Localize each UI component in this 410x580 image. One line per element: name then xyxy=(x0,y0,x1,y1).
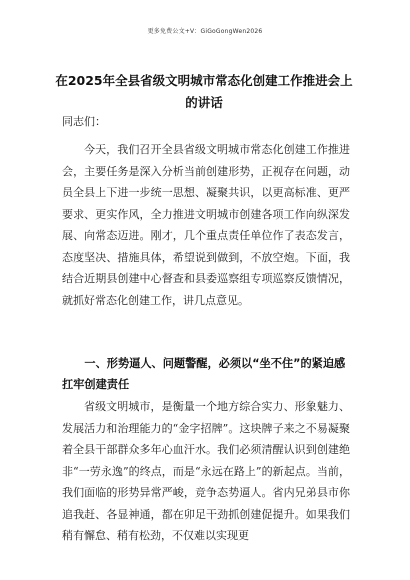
header-note: 更多免费公文+V：GiGoGongWen2026 xyxy=(147,28,263,35)
salutation: 同志们： xyxy=(62,115,106,128)
section-heading: 一、形势逼人、问题警醒，必须以“坐不住”的紧迫感扛牢创建责任 xyxy=(62,357,346,391)
section-paragraph: 省级文明城市，是衡量一个地方综合实力、形象魅力、发展活力和治理能力的“金字招牌”。这块牌子来之不易凝聚着全县干部群众多年心血汗水。我们必须清醒认识到创建绝非“一劳永逸”的终点，而是“永远在路上”的新起点。当前，我们面临的形势异常严峻，竞争态势逼人。省内兄弟县市你追我赶、各显神通，都在卯足干劲抓创建促提升。如果我们稍有懈怠、稍有松劲，不仅难以实现更 xyxy=(62,400,350,542)
document-title: 在2025年全县省级文明城市常态化创建工作推进会上的讲话 xyxy=(55,73,353,110)
body-paragraph: 今天，我们召开全县省级文明城市常态化创建工作推进会，主要任务是深入分析当前创建形势，正视存在问题，动员全县上下进一步统一思想、凝聚共识，以更高标准、更严要求、更实作风，全力推进文明城市创建各项工作向纵深发展、向常态迈进。刚才，几个重点责任单位作了表态发言，态度坚决、措施具体，希望说到做到，不放空炮。下面，我结合近期县创建中心督查和县委巡察组专项巡察反馈情况，就抓好常态化创建工作，讲几点意见。 xyxy=(62,143,350,307)
